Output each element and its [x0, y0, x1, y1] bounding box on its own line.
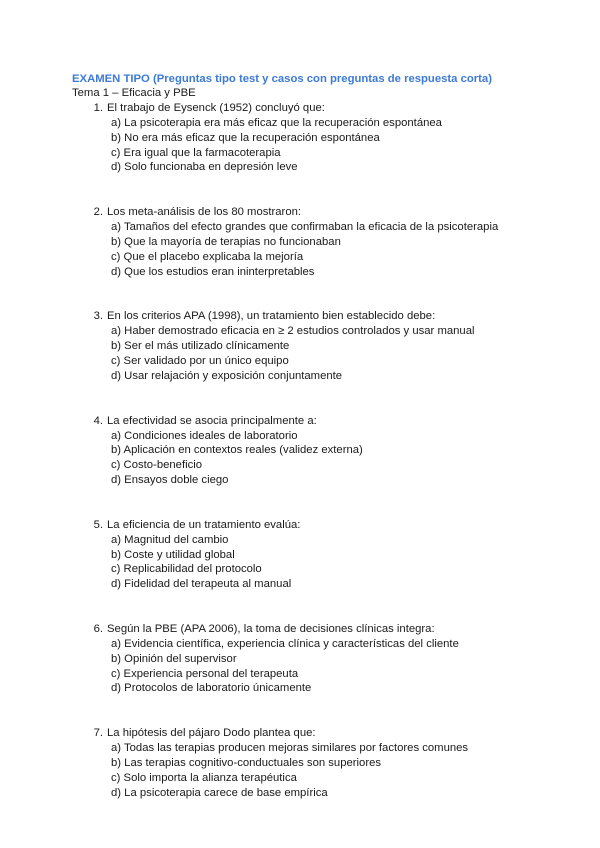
question-list — [0, 101, 600, 830]
question-number: 3. — [93, 310, 103, 323]
answer-option: d) Que los estudios eran ininterpretables — [111, 265, 315, 278]
question-item — [0, 101, 600, 175]
question-stem — [0, 518, 600, 533]
answer-option: a) La psicoterapia era más eficaz que la recuperación espontánea — [111, 117, 442, 129]
answer-option: d) Fidelidad del terapeuta al manual — [111, 578, 292, 591]
option-list — [0, 741, 600, 800]
question-number: 2. — [93, 206, 103, 219]
question-stem — [0, 205, 600, 220]
option-list — [0, 637, 600, 696]
answer-option: c) Ser validado por un único equipo — [111, 354, 289, 367]
option-list — [0, 220, 600, 279]
option-list — [0, 116, 600, 175]
question-text: La hipótesis del pájaro Dodo plantea que: — [107, 727, 316, 740]
question-text: Los meta-análisis de los 80 mostraron: — [107, 206, 302, 219]
answer-option: d) Ensayos doble ciego — [111, 473, 229, 486]
answer-option: b) Que la mayoría de terapias no funcionaban — [111, 235, 341, 248]
answer-option: d) Protocolos de laboratorio únicamente — [111, 682, 312, 695]
question-item — [0, 518, 600, 592]
question-item — [0, 205, 600, 279]
answer-option: c) Replicabilidad del protocolo — [111, 563, 262, 576]
question-stem — [0, 414, 600, 429]
answer-option: a) Haber demostrado eficacia en ≥ 2 estudios controlados y usar manual — [111, 325, 475, 338]
question-stem — [0, 101, 600, 116]
answer-option: c) Experiencia personal del terapeuta — [111, 667, 299, 680]
answer-option: a) Magnitud del cambio — [111, 533, 229, 546]
option-list — [0, 429, 600, 488]
question-stem — [0, 622, 600, 637]
option-list — [0, 324, 600, 383]
answer-option: b) Ser el más utilizado clínicamente — [111, 340, 290, 353]
question-item — [0, 414, 600, 488]
answer-option: a) Tamaños del efecto grandes que confirmaban la eficacia de la psicoterapia — [111, 221, 499, 234]
answer-option: d) Solo funcionaba en depresión leve — [111, 161, 298, 174]
question-number: 7. — [93, 727, 103, 740]
question-stem — [0, 309, 600, 324]
answer-option: d) La psicoterapia carece de base empírica — [111, 786, 328, 799]
answer-option: c) Era igual que la farmacoterapia — [111, 146, 281, 159]
question-item — [0, 622, 600, 696]
question-text: En los criterios APA (1998), un tratamiento bien establecido debe: — [107, 310, 436, 323]
answer-option: b) Las terapias cognitivo-conductuales son superiores — [111, 756, 382, 769]
answer-option: c) Que el placebo explicaba la mejoría — [111, 250, 304, 263]
answer-option: a) Condiciones ideales de laboratorio — [111, 429, 298, 442]
answer-option: a) Todas las terapias producen mejoras similares por factores comunes — [111, 742, 469, 755]
answer-option: d) Usar relajación y exposición conjuntamente — [111, 369, 343, 382]
answer-option: b) Aplicación en contextos reales (validez externa) — [111, 444, 363, 457]
question-item — [0, 309, 600, 383]
answer-option: b) Coste y utilidad global — [111, 548, 235, 561]
option-list — [0, 533, 600, 592]
question-text: El trabajo de Eysenck (1952) concluyó que: — [107, 102, 325, 114]
question-item — [0, 726, 600, 800]
document-title: EXAMEN TIPO (Preguntas tipo test y casos con preguntas de respuesta corta) — [72, 73, 492, 85]
question-number: 1. — [93, 102, 103, 114]
question-text: La eficiencia de un tratamiento evalúa: — [107, 518, 301, 531]
question-text: La efectividad se asocia principalmente a: — [107, 414, 317, 427]
answer-option: c) Solo importa la alianza terapéutica — [111, 771, 297, 784]
question-number: 5. — [93, 518, 103, 531]
answer-option: a) Evidencia científica, experiencia clínica y características del cliente — [111, 637, 459, 650]
question-number: 4. — [93, 414, 103, 427]
document-subtitle: Tema 1 – Eficacia y PBE — [72, 87, 196, 99]
question-number: 6. — [93, 622, 103, 635]
question-text: Según la PBE (APA 2006), la toma de decisiones clínicas integra: — [107, 622, 435, 635]
answer-option: b) Opinión del supervisor — [111, 652, 237, 665]
answer-option: c) Costo-beneficio — [111, 459, 203, 472]
question-stem — [0, 726, 600, 741]
answer-option: b) No era más eficaz que la recuperación espontánea — [111, 131, 380, 144]
